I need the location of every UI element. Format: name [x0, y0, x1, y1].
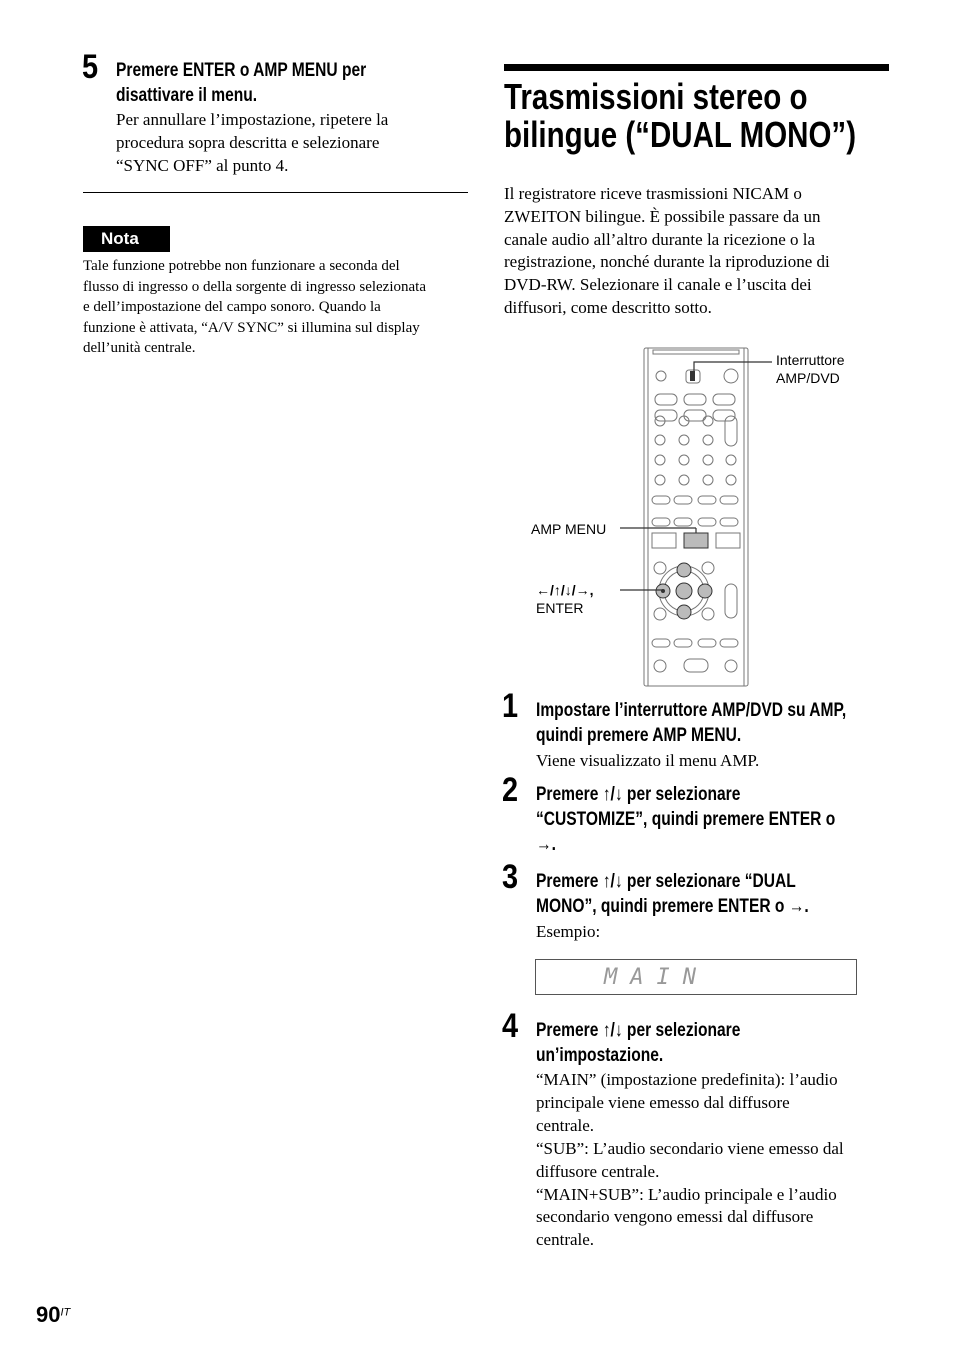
nota-line1: Tale funzione potrebbe non funzionare a seconda del: [83, 258, 400, 274]
step-3-title-line1: Premere ↑/↓ per selezionare “DUAL: [536, 871, 796, 892]
step-4-body-line1: “MAIN” (impostazione predefinita): l’audio: [536, 1070, 838, 1089]
page-number-value: 90: [36, 1302, 61, 1327]
intro-line1: Il registratore riceve trasmissioni NICAM o: [504, 184, 802, 203]
step-4-title-line1: Premere ↑/↓ per selezionare: [536, 1020, 741, 1041]
nota-line3: e dell’impostazione del campo sonoro. Quando la: [83, 299, 381, 315]
page-number: [36, 1302, 70, 1328]
intro-line5: DVD-RW. Selezionare il canale e l’uscita dei: [504, 275, 812, 294]
step-5-title-line2: disattivare il menu.: [116, 85, 258, 106]
step-2-number: 2: [502, 771, 519, 809]
step-4-body-line4: “SUB”: L’audio secondario viene emesso dal: [536, 1139, 844, 1158]
display-example: [535, 959, 857, 995]
step-3-body: Esempio:: [536, 922, 601, 941]
label-switch-line1: Interruttore: [776, 352, 845, 368]
step-1-body: Viene visualizzato il menu AMP.: [536, 751, 760, 770]
left-divider: [83, 192, 468, 193]
nota-line5: dell’unità centrale.: [83, 340, 196, 356]
step-5-body-line3: “SYNC OFF” al punto 4.: [116, 156, 289, 175]
step-5-number: 5: [82, 48, 99, 86]
step-1-title-line1: Impostare l’interruttore AMP/DVD su AMP,: [536, 700, 847, 721]
step-5-body-line2: procedura sopra descritta e selezionare: [116, 133, 380, 152]
label-amp-menu: AMP MENU: [531, 521, 607, 537]
intro-line6: diffusori, come descritto sotto.: [504, 298, 712, 317]
label-switch-line2: AMP/DVD: [776, 370, 840, 386]
display-text: MAIN: [604, 965, 709, 990]
remote-control-illustration: [520, 340, 880, 690]
step-3-number: 3: [502, 858, 519, 896]
step-2-title-line1: Premere ↑/↓ per selezionare: [536, 784, 741, 805]
step-4-body-line8: centrale.: [536, 1230, 595, 1249]
step-3-title-line2: MONO”, quindi premere ENTER o →.: [536, 896, 809, 917]
step-4-number: 4: [502, 1007, 519, 1045]
step-4-body-line5: diffusore centrale.: [536, 1162, 660, 1181]
nota-badge: Nota: [83, 226, 170, 252]
step-4-body-line3: centrale.: [536, 1116, 595, 1135]
label-enter: ENTER: [536, 600, 584, 616]
step-2-title-line3: →.: [536, 834, 556, 855]
nota-line2: flusso di ingresso o della sorgente di ingresso selezionata: [83, 279, 426, 295]
label-arrows: ←/↑/↓/→,: [536, 582, 594, 598]
step-4-body-line7: secondario vengono emessi dal diffusore: [536, 1207, 814, 1226]
intro-line4: registrazione, nonché durante la riproduzione di: [504, 252, 830, 271]
step-4-body-line2: principale viene emesso dal diffusore: [536, 1093, 790, 1112]
step-2-title-line2: “CUSTOMIZE”, quindi premere ENTER o: [536, 809, 836, 830]
nota-line4: funzione è attivata, “A/V SYNC” si illumina sul display: [83, 320, 420, 336]
page-number-suffix: IT: [60, 1306, 71, 1319]
step-1-title-line2: quindi premere AMP MENU.: [536, 725, 742, 746]
section-title-line2: bilingue (“DUAL MONO”): [504, 114, 857, 155]
step-5-body-line1: Per annullare l’impostazione, ripetere la: [116, 110, 389, 129]
section-rule: [504, 64, 889, 71]
step-5-title-line1: Premere ENTER o AMP MENU per: [116, 60, 367, 81]
step-4-title-line2: un’impostazione.: [536, 1045, 664, 1066]
step-1-number: 1: [502, 687, 519, 725]
intro-line3: canale audio all’altro durante la ricezione o la: [504, 230, 816, 249]
intro-line2: ZWEITON bilingue. È possibile passare da un: [504, 207, 821, 226]
step-4-body-line6: “MAIN+SUB”: L’audio principale e l’audio: [536, 1185, 837, 1204]
section-title-line1: Trasmissioni stereo o: [504, 76, 808, 117]
